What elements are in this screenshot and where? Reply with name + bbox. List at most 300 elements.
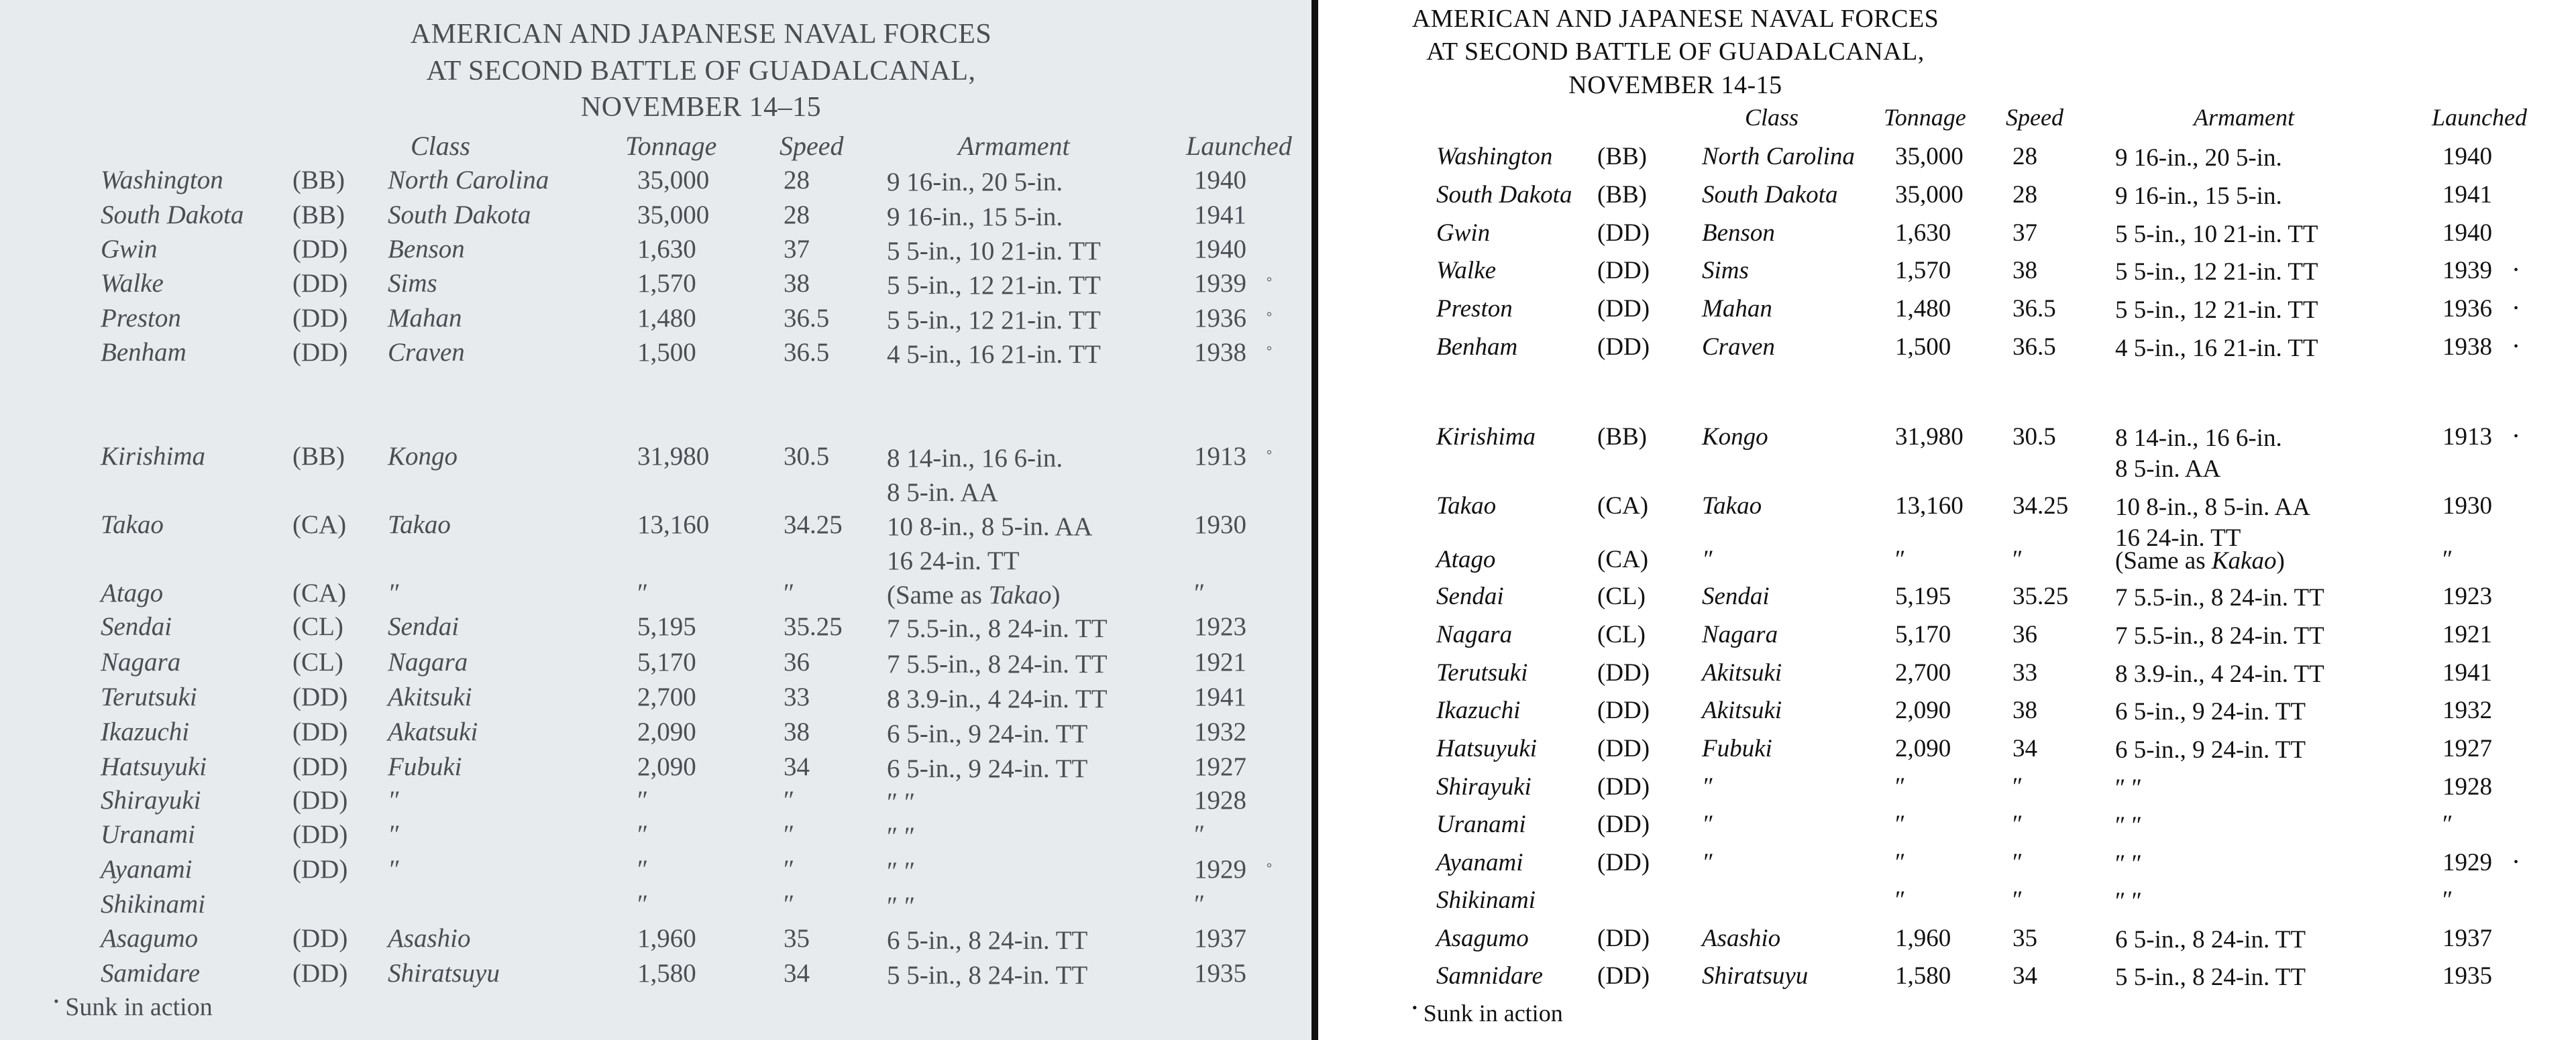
ship-armament [2115,848,2142,879]
ship-launched: 1940 [1194,235,1246,264]
ship-tonnage: ″ [637,820,649,849]
ship-launched: 1938 [1194,338,1246,367]
ship-tonnage: 35,000 [1895,143,1964,170]
ship-tonnage: ″ [1895,849,1906,876]
ship-speed: ″ [2012,849,2023,876]
ship-class: Asashio [1702,925,1781,952]
header-class: Class [411,131,470,161]
ship-launched: 1928 [1194,786,1246,815]
ship-type: (DD) [1597,257,1650,284]
header-launched: Launched [1186,131,1292,161]
ship-speed: 30.5 [2012,423,2056,451]
ship-type: (DD) [292,235,348,264]
ship-name: Nagara [1436,621,1513,648]
armament-line: ″ ″ [2115,812,2143,840]
ship-speed: 34.25 [784,510,843,539]
ship-tonnage: ″ [637,890,649,919]
ship-type: (DD) [292,752,348,781]
ship-armament [2115,772,2142,803]
ship-tonnage: 13,160 [637,510,710,539]
ship-launched: 1921 [2443,621,2492,648]
ship-tonnage: 35,000 [637,166,710,194]
ship-armament [887,234,1101,268]
ship-launched: 1940 [1194,166,1246,194]
ship-tonnage: ″ [1895,886,1906,914]
armament-line: 4 5-in., 16 21-in. TT [2115,335,2318,362]
ship-speed: ″ [2012,811,2023,838]
ship-launched: 1938 [2443,333,2492,361]
ship-speed: 35 [2012,925,2037,952]
ship-name: Terutsuki [1436,659,1528,687]
ship-speed: 38 [784,269,810,298]
ship-tonnage: 5,170 [1895,621,1951,648]
ship-speed: ″ [784,820,795,849]
ship-armament [887,682,1108,716]
ship-speed: 33 [2012,659,2037,687]
ship-class: Nagara [388,648,468,677]
ship-armament [2115,696,2306,727]
ship-name: South Dakota [1436,181,1572,209]
ship-class: Akitsuki [1702,659,1782,687]
ship-armament [2115,545,2285,578]
ship-tonnage: 2,090 [1895,735,1951,762]
ship-tonnage: 1,960 [1895,925,1951,952]
armament-line: 5 5-in., 10 21-in. TT [887,237,1101,266]
ship-name: Asagumo [101,924,199,953]
ship-launched: ″ [2443,546,2453,573]
ship-class: ″ [388,855,399,884]
sunk-marker-icon: • [1412,999,1417,1016]
ship-tonnage: 5,195 [1895,583,1951,610]
armament-line: ″ ″ [2115,774,2143,802]
ship-speed: ″ [784,855,795,884]
ship-type: (DD) [292,338,348,367]
ship-armament [887,819,915,854]
armament-suffix: ) [2276,547,2285,575]
ship-launched: 1932 [1194,717,1246,746]
ship-name: Hatsuyuki [1436,735,1538,762]
ship-armament [887,752,1087,786]
ship-speed: 37 [784,235,810,264]
ship-tonnage: 5,195 [637,612,696,641]
ship-class: Sims [388,269,437,298]
ship-speed: 37 [2012,219,2037,247]
ship-name: Kirishima [1436,423,1536,451]
armament-line: 9 16-in., 15 5-in. [887,203,1063,231]
sunk-marker-icon: • [2514,855,2519,870]
armament-line: 9 16-in., 20 5-in. [887,168,1063,196]
ship-speed: 36.5 [2012,333,2056,361]
ship-tonnage: 1,960 [637,924,696,953]
ship-armament [2115,810,2142,841]
footnote [54,992,213,1022]
armament-line: 6 5-in., 8 24-in. TT [2115,926,2306,954]
ship-armament [887,647,1108,681]
ship-speed: 38 [2012,257,2037,284]
ship-type: (DD) [1597,219,1650,247]
ship-speed: ″ [784,579,795,608]
ship-launched: 1921 [1194,648,1246,677]
ship-armament [887,923,1087,958]
armament-line: 5 5-in., 12 21-in. TT [887,271,1101,300]
header-speed: Speed [780,131,844,161]
sunk-marker-icon: ° [1267,310,1272,325]
ship-name: Asagumo [1436,925,1529,952]
ship-armament [887,441,1063,510]
armament-line: 6 5-in., 9 24-in. TT [2115,698,2306,726]
ship-name: Ikazuchi [1436,697,1521,724]
ship-speed: ″ [2012,886,2023,914]
ship-launched: 1930 [1194,510,1246,539]
ship-class: Fubuki [1702,735,1772,762]
ship-name: Nagara [101,648,181,677]
ship-type: (DD) [1597,811,1650,838]
ship-class: Mahan [388,304,462,333]
ship-launched: ″ [1194,579,1205,608]
ship-name: Preston [101,304,181,333]
ship-type: (BB) [292,200,345,229]
ship-armament [887,268,1101,302]
title-line: NOVEMBER 14-15 [1568,70,1782,99]
armament-line: 7 5.5-in., 8 24-in. TT [2115,584,2324,612]
ship-tonnage: 1,480 [637,304,696,333]
ship-tonnage: ″ [637,786,649,815]
ship-tonnage: 1,580 [1895,962,1951,990]
armament-line: 6 5-in., 8 24-in. TT [887,926,1088,955]
ship-class: ″ [388,820,399,849]
sunk-marker-icon: ° [1267,448,1272,463]
ship-type: (BB) [292,166,345,194]
ship-name: Gwin [101,235,158,264]
ship-tonnage: ″ [637,579,649,608]
title-line: AMERICAN AND JAPANESE NAVAL FORCES [1411,5,1939,33]
table-title [1318,3,2033,102]
header-class: Class [1745,104,1799,131]
ship-tonnage: 13,160 [1895,492,1964,520]
ship-armament [887,510,1093,578]
ship-speed: 35.25 [784,612,843,641]
ship-name: Ayanami [1436,849,1523,876]
ship-class: Kongo [1702,423,1768,451]
ship-type: (DD) [1597,697,1650,724]
armament-line: 7 5.5-in., 8 24-in. TT [887,650,1108,679]
armament-line: 6 5-in., 9 24-in. TT [887,719,1088,748]
ship-tonnage: 31,980 [637,442,710,471]
ship-name: Atago [101,579,164,608]
ship-class: ″ [1702,546,1713,573]
ship-class: Benson [388,235,465,264]
ship-type: (DD) [1597,735,1650,762]
ship-tonnage: 1,580 [637,959,696,988]
ship-type: (CA) [1597,546,1649,573]
armament-line: 10 8-in., 8 5-in. AA [2115,494,2310,521]
ship-type: (CL) [292,648,343,677]
armament-line: 8 3.9-in., 4 24-in. TT [887,685,1108,713]
ship-tonnage: ″ [1895,811,1906,838]
ship-tonnage: 1,500 [637,338,696,367]
ship-class: Shiratsuyu [388,959,500,988]
ship-name: Sendai [101,612,172,641]
ship-tonnage: 2,700 [1895,659,1951,687]
ship-name: Ikazuchi [101,717,190,746]
ship-name: Shirayuki [101,786,201,815]
ship-tonnage: 35,000 [637,200,710,229]
armament-line: 5 5-in., 10 21-in. TT [2115,221,2318,248]
ship-type: (DD) [1597,333,1650,361]
ship-armament [2115,658,2324,689]
ship-class: Sendai [1702,583,1770,610]
ship-launched: 1941 [1194,200,1246,229]
sunk-marker-icon: • [2514,263,2519,278]
ship-type: (BB) [1597,181,1647,209]
ship-name: Takao [1436,492,1497,520]
armament-line: 4 5-in., 16 21-in. TT [887,340,1101,369]
ship-class: ″ [1702,811,1713,838]
ship-name: Benham [101,338,186,367]
ship-armament [2115,492,2310,553]
ship-type: (DD) [292,786,348,815]
armament-line: 8 5-in. AA [2115,455,2221,483]
ship-class: Akatsuki [388,717,478,746]
sunk-marker-icon: • [54,992,59,1010]
ship-class: Asashio [388,924,471,953]
ship-name: Uranami [1436,811,1526,838]
ship-speed: 28 [784,200,810,229]
ship-tonnage: 31,980 [1895,423,1964,451]
armament-line: 8 3.9-in., 4 24-in. TT [2115,660,2324,688]
ship-class: Kongo [388,442,458,471]
armament-line: ″ ″ [2115,888,2143,915]
ship-type: (DD) [1597,659,1650,687]
header-tonnage: Tonnage [1884,104,1966,131]
ship-class: ″ [388,579,399,608]
ship-launched: 1937 [1194,924,1246,953]
ship-armament [2115,256,2318,287]
ship-type: (BB) [1597,143,1647,170]
ship-tonnage: 5,170 [637,648,696,677]
ship-armament [887,200,1063,234]
ship-speed: 28 [2012,143,2037,170]
armament-line: 6 5-in., 9 24-in. TT [887,754,1088,783]
armament-line: 9 16-in., 15 5-in. [2115,182,2282,210]
ship-type: (CL) [1597,583,1646,610]
ship-speed: ″ [784,890,795,919]
armament-line: 8 14-in., 16 6-in. [2115,424,2282,452]
armament-reference: Takao [988,581,1052,610]
armament-line: 5 5-in., 12 21-in. TT [2115,258,2318,286]
ship-class: ″ [1702,773,1713,801]
ship-armament [887,337,1101,371]
ship-tonnage: ″ [1895,773,1906,801]
armament-reference: Kakao [2211,547,2277,575]
ship-launched: 1927 [2443,735,2492,762]
ship-armament [2115,924,2306,955]
ship-armament [887,612,1108,646]
ship-name: Walke [1436,257,1497,284]
ship-name: Terutsuki [101,683,197,711]
title-line: AMERICAN AND JAPANESE NAVAL FORCES [410,19,992,50]
ship-name: Kirishima [101,442,206,471]
ship-launched: 1913 [2443,423,2492,451]
ship-launched: 1941 [2443,181,2492,209]
ship-class: South Dakota [1702,181,1838,209]
ship-armament [887,958,1087,992]
ship-launched: 1932 [2443,697,2492,724]
ship-class: Akitsuki [388,683,472,711]
ship-class: Akitsuki [1702,697,1782,724]
ship-speed: 36.5 [784,338,830,367]
sunk-marker-icon: ° [1267,861,1272,876]
ship-launched: ″ [2443,811,2453,838]
armament-line: ″ ″ [887,892,916,921]
title-line: AT SECOND BATTLE OF GUADALCANAL, [426,55,976,86]
footnote [1412,999,1563,1027]
ship-type: (CA) [292,510,347,539]
ship-type: (DD) [292,820,348,849]
ship-armament [2115,422,2282,484]
ship-speed: 34 [2012,962,2037,990]
ship-speed: 33 [784,683,810,711]
ship-armament [887,854,915,888]
ship-launched: 1935 [1194,959,1246,988]
title-line: AT SECOND BATTLE OF GUADALCANAL, [1426,38,1925,66]
ship-launched: 1913 [1194,442,1246,471]
ship-class: Craven [388,338,465,367]
armament-line [2115,545,2285,578]
ship-name: Benham [1436,333,1518,361]
ship-class: South Dakota [388,200,531,229]
ship-launched: 1939 [2443,257,2492,284]
ship-type: (DD) [292,924,348,953]
header-armament: Armament [2194,104,2294,131]
ship-tonnage: 2,090 [637,752,696,781]
ship-speed: 36.5 [2012,295,2056,323]
ship-launched: 1940 [2443,219,2492,247]
title-line: NOVEMBER 14–15 [580,92,822,123]
ship-tonnage: ″ [1895,546,1906,573]
ship-name: Takao [101,510,164,539]
ship-class: ″ [388,786,399,815]
ship-launched: 1939 [1194,269,1246,298]
ship-tonnage: 1,630 [637,235,696,264]
ship-name: Samidare [101,959,201,988]
footnote-text: Sunk in action [1423,1000,1563,1027]
ship-tonnage: 1,500 [1895,333,1951,361]
ship-class: Shiratsuyu [1702,962,1809,990]
ship-speed: 34 [784,959,810,988]
armament-line [887,578,1061,612]
ship-name: Shirayuki [1436,773,1532,801]
armament-line: 10 8-in., 8 5-in. AA [887,512,1093,541]
footnote-text: Sunk in action [65,993,213,1021]
ship-armament [2115,219,2318,249]
sunk-marker-icon: ° [1267,344,1272,359]
ship-class: Takao [1702,492,1762,520]
armament-line: 16 24-in. TT [887,546,1020,575]
header-launched: Launched [2432,104,2527,131]
table-title [0,16,1311,126]
armament-line: 8 14-in., 16 6-in. [887,444,1063,473]
ship-launched: 1941 [2443,659,2492,687]
ship-class: Sims [1702,257,1749,284]
ship-armament [2115,620,2324,651]
ship-type: (DD) [1597,962,1650,990]
sunk-marker-icon: • [2514,301,2519,316]
armament-line: 5 5-in., 12 21-in. TT [887,306,1101,335]
header-armament: Armament [958,131,1070,161]
ship-name: Samnidare [1436,962,1543,990]
ship-armament [2115,734,2306,765]
ship-armament [2115,333,2318,363]
ship-class: North Carolina [1702,143,1855,170]
ship-type: (DD) [292,717,348,746]
ship-speed: 30.5 [784,442,830,471]
ship-type: (DD) [1597,773,1650,801]
ship-armament [2115,582,2324,613]
ship-name: Preston [1436,295,1513,323]
ship-type: (DD) [1597,849,1650,876]
ship-launched: 1930 [2443,492,2492,520]
ship-name: Sendai [1436,583,1504,610]
ship-type: (DD) [292,304,348,333]
ship-armament [887,785,915,819]
ship-armament [887,578,1061,612]
ship-name: Atago [1436,546,1496,573]
armament-line: 7 5.5-in., 8 24-in. TT [887,614,1108,643]
ship-launched: 1935 [2443,962,2492,990]
ship-class: ″ [1702,849,1713,876]
ship-class: Nagara [1702,621,1778,648]
ship-speed: 35.25 [2012,583,2069,610]
ship-launched: 1940 [2443,143,2492,170]
ship-name: Washington [1436,143,1553,170]
ship-name: Walke [101,269,164,298]
ship-type: (BB) [292,442,345,471]
ship-speed: 34.25 [2012,492,2069,520]
armament-line: ″ ″ [887,788,916,817]
ship-launched: 1929 [2443,849,2492,876]
ship-speed: ″ [2012,546,2023,573]
armament-line: 16 24-in. TT [2115,524,2241,552]
ship-type: (DD) [292,683,348,711]
ship-armament [2115,294,2318,325]
ship-name: Shikinami [1436,886,1536,914]
ship-tonnage: 2,700 [637,683,696,711]
armament-line: ″ ″ [2115,850,2143,878]
ship-type: (DD) [292,959,348,988]
armament-prefix: (Same as [887,581,989,610]
ship-name: Gwin [1436,219,1491,247]
ship-launched: ″ [1194,890,1205,919]
ship-tonnage: 2,090 [1895,697,1951,724]
ship-name: Shikinami [101,890,205,919]
header-tonnage: Tonnage [625,131,717,161]
armament-line: 6 5-in., 9 24-in. TT [2115,736,2306,764]
ship-launched: 1937 [2443,925,2492,952]
ship-name: Hatsuyuki [101,752,207,781]
ship-tonnage: 35,000 [1895,181,1964,209]
ship-speed: 34 [2012,735,2037,762]
ship-class: Mahan [1702,295,1772,323]
ship-speed: ″ [784,786,795,815]
ship-speed: 36 [2012,621,2037,648]
ship-speed: 28 [784,166,810,194]
armament-line: ″ ″ [887,857,916,886]
ship-speed: 38 [2012,697,2037,724]
armament-line: 5 5-in., 12 21-in. TT [2115,296,2318,324]
ship-armament [887,303,1101,337]
ship-speed: 36 [784,648,810,677]
